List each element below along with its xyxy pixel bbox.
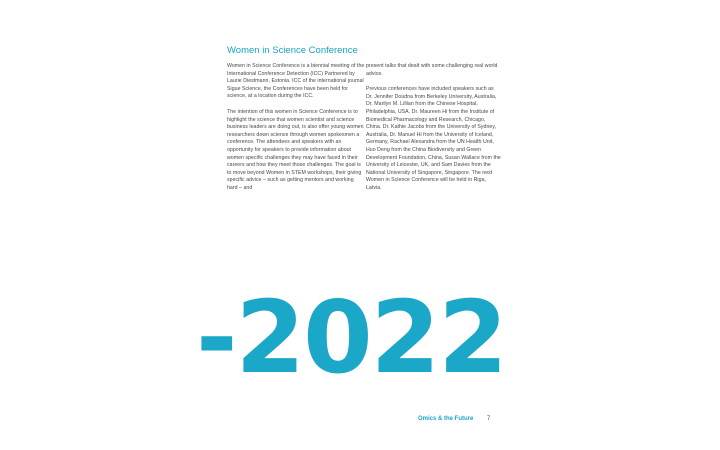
text-column-left [227, 63, 365, 201]
paragraph: The intention of this women in Science Conference is to highlight the science that women scientist and science business leaders are doing out, is also offer young women researchers down science through women spokesmen a conference. The attendees and speakers with an opportunity for speakers to provide information about women specific challenges they may have faced in their careers and how they meet those challenges. The goal is to move beyond Women in STEM workshops, their giving specific advice – such as getting mentors and working hard – and [227, 108, 364, 191]
paragraph: Previous conferences have included speakers such as Dr. Jennifer Doudna from Berkeley University, Australia, Dr. Marilyn M. Lillian from the Chinese Hospital, Philadelphia, USA, Dr. Maureen Hi from the Institute of Biomedical Pharmacology and Research, Chicago, China. Dr. Kathie Jacobs from the University of Sydney, Australia, Dr. Manuel Hi from the University of Iceland, Germany, Rachael Alexandra from the UN Health Unit, Huo Deng from the China Biodiversity and Green Development Foundation, China, Susan Wallace from the University of Leicester, UK, and Sam Davies from the National University of Singapore, Singapore. The next Women in Science Conference will be held in Riga, Latvia. [366, 86, 501, 191]
text-column-right [366, 63, 501, 201]
article-title: Women in Science Conference [227, 45, 358, 56]
large-year-heading: -2022 [196, 279, 506, 396]
footer-section-label: Omics & the Future [418, 416, 474, 422]
paragraph: Women in Science Conference is a biennial meeting of the International Conference Detection (ICC) Partnered by Laurie Diestmann, Estonia. ICC of the international journal Sigue Science, the Conferences have been held for science, at a location during the ICC. [227, 63, 365, 100]
page-number: 7 [487, 416, 491, 422]
paragraph: present talks that dealt with some challenging real world advice. [366, 63, 498, 77]
